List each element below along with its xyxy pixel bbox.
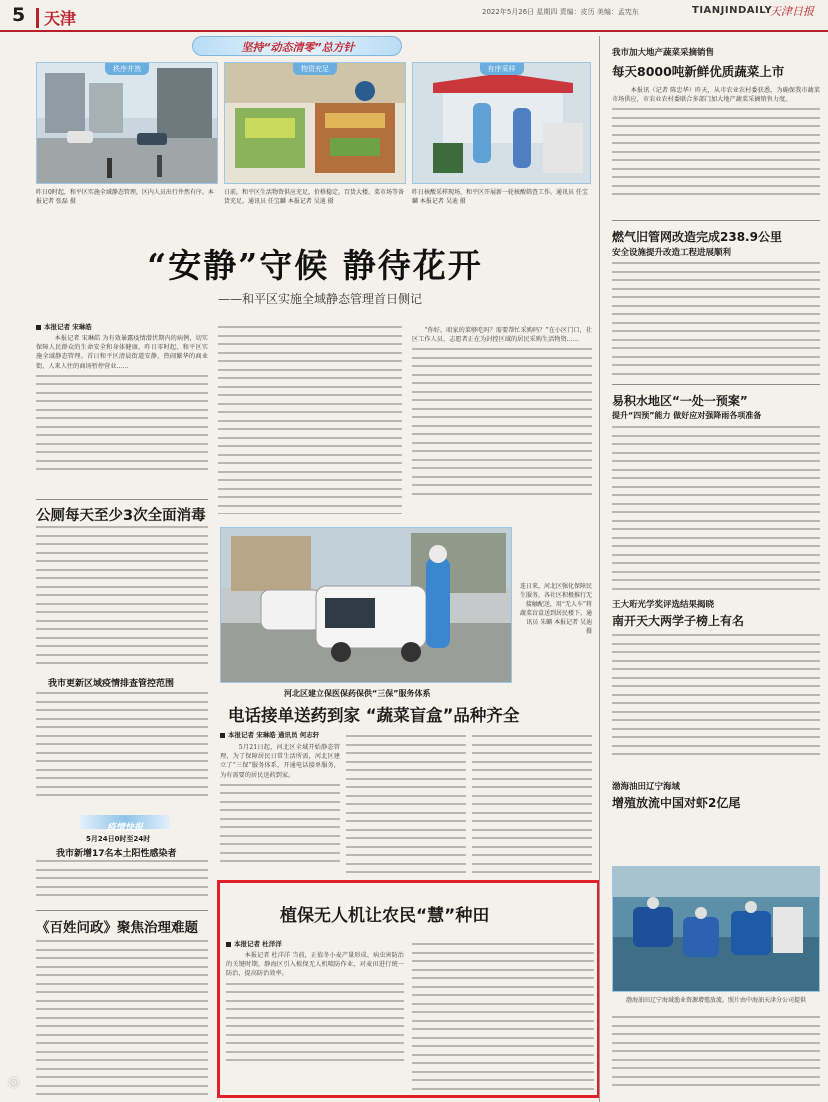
newspaper-logo: 天津日报 bbox=[770, 5, 814, 18]
right-story-2-headline: 燃气旧管网改造完成238.9公里 bbox=[612, 230, 782, 244]
byline-square-icon bbox=[226, 942, 231, 947]
header-rule bbox=[0, 30, 828, 32]
center-kicker: 河北区建立保医保药保供“三保”服务体系 bbox=[284, 689, 431, 698]
sampling-site-image bbox=[413, 63, 591, 184]
main-subheadline: ——和平区实施全域静态管理首日侧记 bbox=[218, 292, 423, 306]
main-story-col-3 bbox=[412, 326, 592, 514]
photo-sampling bbox=[412, 62, 591, 184]
section-rule bbox=[612, 220, 820, 221]
right-para-1: 本报讯（记者 陈忠华）昨天，从市农业农村委获悉，为确保我市蔬菜市场供应，市农业农村委联合多部门加大地产蔬菜采摘销售力度。 bbox=[612, 87, 820, 104]
right-story-2-subhead: 安全设施提升改造工程进展顺利 bbox=[612, 248, 732, 258]
featured-byline bbox=[226, 939, 282, 948]
unmanned-vehicle-image bbox=[221, 528, 512, 683]
left-story-1-headline: 公厕每天至少3次全面消毒 bbox=[36, 508, 206, 524]
column-rule bbox=[599, 36, 600, 1102]
center-col-1 bbox=[220, 743, 340, 873]
byline-square-icon bbox=[220, 733, 225, 738]
featured-headline: 植保无人机让农民“慧”种田 bbox=[280, 906, 490, 926]
left-story-1-body bbox=[36, 526, 208, 666]
right-story-2-body bbox=[612, 262, 820, 380]
main-headline: “安静”守候 静待花开 bbox=[147, 246, 483, 285]
main-story-col-2 bbox=[218, 326, 402, 514]
shrimp-photo-caption: 渤海油田辽宁海域渔业资源增殖放流。照片由中海油天津分公司提供 bbox=[625, 997, 806, 1004]
brief-banner-text: 疫情快报 bbox=[106, 823, 143, 833]
right-story-5-kicker: 渤海油田辽宁海域 bbox=[612, 782, 681, 792]
center-col-2 bbox=[346, 735, 466, 873]
text-lines bbox=[36, 375, 208, 477]
right-story-5-headline: 增殖放流中国对虾2亿尾 bbox=[612, 796, 741, 810]
right-story-4-headline: 南开天大两学子榜上有名 bbox=[612, 614, 745, 628]
street-scene-image bbox=[37, 63, 218, 184]
vegetable-market-image bbox=[225, 63, 406, 184]
shrimp-release-photo bbox=[612, 866, 820, 992]
center-col-3 bbox=[472, 735, 592, 873]
right-story-1-headline: 每天8000吨新鲜优质蔬菜上市 bbox=[612, 64, 785, 79]
photo-caption-1: 昨日0时起，和平区实施全域静态管理，区内人员出行井然有序。本报记者 张磊 摄 bbox=[36, 189, 214, 205]
right-story-3-headline: 易积水地区“一处一预案” bbox=[612, 394, 748, 408]
featured-story-box bbox=[217, 880, 600, 1098]
delivery-photo-caption: 连日来，河北区强化保障民生服务，各社区积极推行无接触配送，用“无人车”将蔬菜盲盒送到居民楼下。通讯员 朱麟 本报记者 吴迪 摄 bbox=[520, 583, 593, 635]
left-story-2-body bbox=[36, 692, 208, 802]
section-name: 天津 bbox=[44, 9, 77, 28]
delivery-robot-photo bbox=[220, 527, 512, 683]
section-rule bbox=[36, 910, 208, 911]
right-story-5-body bbox=[612, 1016, 820, 1100]
section-rule bbox=[612, 384, 820, 385]
photo-tag-order: 秩序井然 bbox=[105, 63, 149, 75]
brief-banner bbox=[80, 815, 170, 833]
featured-col-1 bbox=[226, 951, 404, 1091]
campaign-banner bbox=[192, 36, 402, 56]
featured-para-1: 本报记者 杜洋洋 当前，正值冬小麦产量形成、病虫害防治的关键时期，静海区引入植保无人机喷防作业，对麦田进行统一防治，提高防治效率。 bbox=[226, 952, 404, 978]
text-lines bbox=[226, 983, 404, 1068]
main-story-col-1 bbox=[36, 334, 208, 492]
featured-col-2 bbox=[412, 943, 594, 1093]
photo-caption-2: 日前，和平区生活物资供应充足，价格稳定。百货大楼、菜市场等备货充足。通讯员 任宝麟 本报记者 吴迪 摄 bbox=[224, 189, 405, 205]
left-story-3-body bbox=[36, 940, 208, 1098]
right-story-3-subhead: 提升“四预”能力 做好应对强降雨各项准备 bbox=[612, 411, 762, 420]
photo-supplies bbox=[224, 62, 406, 184]
text-lines bbox=[412, 348, 592, 501]
page-number: 5 bbox=[12, 4, 26, 26]
brief-headline: 我市新增17名本土阳性感染者 bbox=[56, 849, 177, 859]
header-divider bbox=[36, 8, 39, 28]
photo-tag-supplies: 物资充足 bbox=[293, 63, 337, 75]
main-byline bbox=[36, 322, 92, 331]
release-boat-image bbox=[613, 867, 820, 992]
photo-street bbox=[36, 62, 218, 184]
photo-caption-3: 昨日核酸采样现场，和平区开展新一轮核酸筛查工作。通讯员 任宝麟 本报记者 吴迪 摄 bbox=[412, 189, 588, 205]
center-para-1: 5月21日起，河北区全域开始静态管理，为了保障居民日常生活所需，河北区建立了“三保”服务体系，开通电话接单服务，为有需要的居民送药到家。 bbox=[220, 744, 340, 779]
photo-tag-sampling: 有序采样 bbox=[480, 63, 524, 75]
left-story-2-headline: 我市更新区域疫情排查管控范围 bbox=[48, 679, 175, 689]
brief-body bbox=[36, 860, 208, 900]
photo-strip bbox=[36, 62, 591, 222]
banner-text: 坚持“动态清零”总方针 bbox=[241, 41, 355, 54]
left-story-3-headline: 《百姓问政》聚焦治理难题 bbox=[36, 920, 198, 936]
main-story-para-2: “你好，咱家的菜够吃吗？需要帮忙采购吗？”在小区门口，社区工作人员、志愿者正在为封控区域的居民采购生活物资…… bbox=[412, 327, 592, 344]
text-lines bbox=[612, 108, 820, 202]
paper-name: TIANJINDAILY bbox=[692, 5, 773, 16]
byline-square-icon bbox=[36, 325, 41, 330]
center-byline bbox=[220, 730, 319, 739]
right-story-1-kicker: 我市加大地产蔬菜采摘销售 bbox=[612, 48, 715, 58]
section-rule bbox=[36, 499, 208, 500]
right-story-4-kicker: 王大珩光学奖评选结果揭晓 bbox=[612, 600, 715, 610]
main-byline-text: 本报记者 宋琳皓 bbox=[44, 323, 92, 331]
header-date: 2022年5月26日 星期四 责编：皮历 美编：孟宪东 bbox=[482, 8, 639, 16]
main-story-para-1: 本报记者 宋琳皓 为有效暴露疫情潜伏期内的病例，切实保障人民群众的生命安全和身体健康，昨日零时起，和平区实施全域静态管理。首日和平区清晨街道安静，热闹繁华的商业街，人来人往的商场暂停营业…… bbox=[36, 335, 208, 370]
brief-date: 5月24日0时至24时 bbox=[86, 835, 151, 843]
center-byline-text: 本报记者 宋琳皓 通讯员 何志轩 bbox=[228, 731, 320, 739]
right-story-3-body bbox=[612, 426, 820, 594]
center-headline: 电话接单送药到家 “蔬菜盲盒”品种齐全 bbox=[228, 706, 520, 725]
featured-byline-text: 本报记者 杜洋洋 bbox=[234, 940, 282, 948]
text-lines bbox=[220, 784, 340, 869]
right-story-4-body bbox=[612, 634, 820, 764]
watermark: ◎ bbox=[8, 1075, 20, 1090]
right-story-1-body bbox=[612, 86, 820, 210]
